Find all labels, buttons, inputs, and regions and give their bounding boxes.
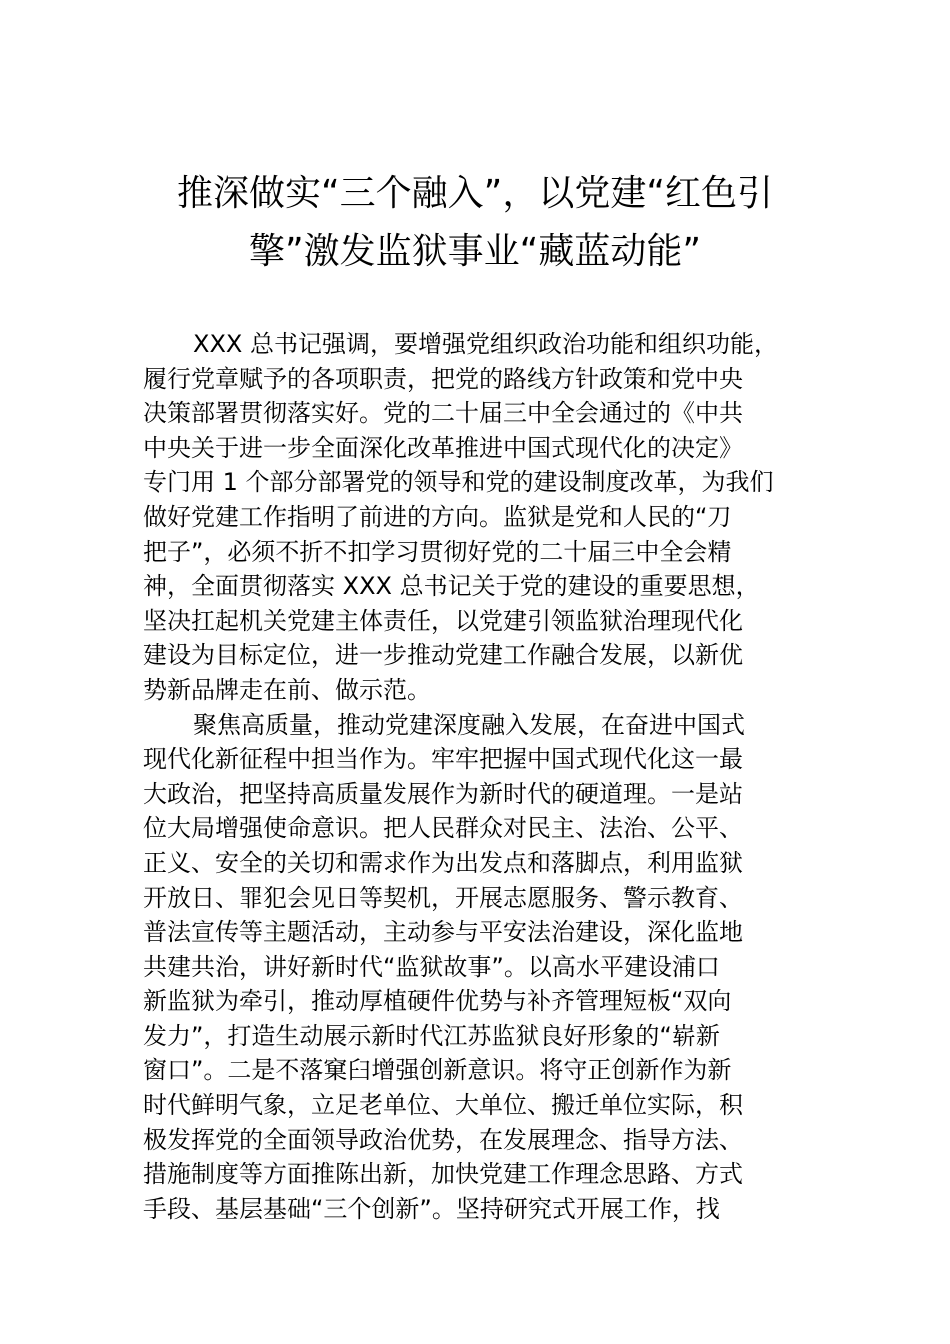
paragraph-2-line: 大政治，把坚持高质量发展作为新时代的硬道理。一是站 — [143, 779, 743, 808]
document-body — [143, 327, 843, 1226]
paragraph-2-line: 现代化新征程中担当作为。牢牢把握中国式现代化这一最 — [143, 745, 743, 774]
document-title — [140, 165, 810, 281]
paragraph-2-line: 发力”，打造生动展示新时代江苏监狱良好形象的“崭新 — [143, 1021, 720, 1050]
paragraph-1-line: 神，全面贯彻落实 XXX 总书记关于党的建设的重要思想， — [143, 572, 760, 601]
paragraph-2-line: 聚焦高质量，推动党建深度融入发展，在奋进中国式 — [193, 710, 745, 739]
paragraph-2-line: 共建共治，讲好新时代“监狱故事”。以高水平建设浦口 — [143, 952, 720, 981]
paragraph-2-line: 时代鲜明气象，立足老单位、大单位、搬迁单位实际，积 — [143, 1091, 743, 1120]
paragraph-1-line: 履行党章赋予的各项职责，把党的路线方针政策和党中央 — [143, 364, 743, 393]
paragraph-2-line: 极发挥党的全面领导政治优势，在发展理念、指导方法、 — [143, 1125, 743, 1154]
paragraph-2-line: 正义、安全的关切和需求作为出发点和落脚点，利用监狱 — [143, 848, 743, 877]
paragraph-2-line: 普法宣传等主题活动，主动参与平安法治建设，深化监地 — [143, 918, 743, 947]
paragraph-2-line: 窗口”。二是不落窠臼增强创新意识。将守正创新作为新 — [143, 1056, 732, 1085]
paragraph-1-line: 把子”，必须不折不扣学习贯彻好党的二十届三中全会精 — [143, 537, 732, 566]
paragraph-1-line: 做好党建工作指明了前进的方向。监狱是党和人民的“刀 — [143, 502, 732, 531]
paragraph-1-line: XXX 总书记强调，要增强党组织政治功能和组织功能， — [193, 330, 778, 358]
title-line-2: 擎”激发监狱事业“藏蓝动能” — [249, 231, 701, 272]
paragraph-1-line: 建设为目标定位，进一步推动党建工作融合发展，以新优 — [143, 641, 743, 670]
paragraph-2-line: 手段、基层基础“三个创新”。坚持研究式开展工作，找 — [143, 1194, 720, 1223]
paragraph-1-line: 专门用 1 个部分部署党的领导和党的建设制度改革，为我们 — [143, 468, 774, 497]
title-line-1: 推深做实“三个融入”，以党建“红色引 — [177, 173, 773, 214]
paragraph-1-line: 坚决扛起机关党建主体责任，以党建引领监狱治理现代化 — [143, 606, 743, 635]
paragraph-1-line: 决策部署贯彻落实好。党的二十届三中全会通过的《中共 — [143, 399, 743, 428]
paragraph-2-line: 措施制度等方面推陈出新，加快党建工作理念思路、方式 — [143, 1160, 743, 1189]
paragraph-1-line: 势新品牌走在前、做示范。 — [143, 675, 431, 704]
paragraph-2-line: 位大局增强使命意识。把人民群众对民主、法治、公平、 — [143, 814, 743, 843]
paragraph-2-line: 开放日、罪犯会见日等契机，开展志愿服务、警示教育、 — [143, 883, 743, 912]
paragraph-1-line: 中央关于进一步全面深化改革推进中国式现代化的决定》 — [143, 433, 743, 462]
paragraph-2-line: 新监狱为牵引，推动厚植硬件优势与补齐管理短板“双向 — [143, 987, 732, 1016]
